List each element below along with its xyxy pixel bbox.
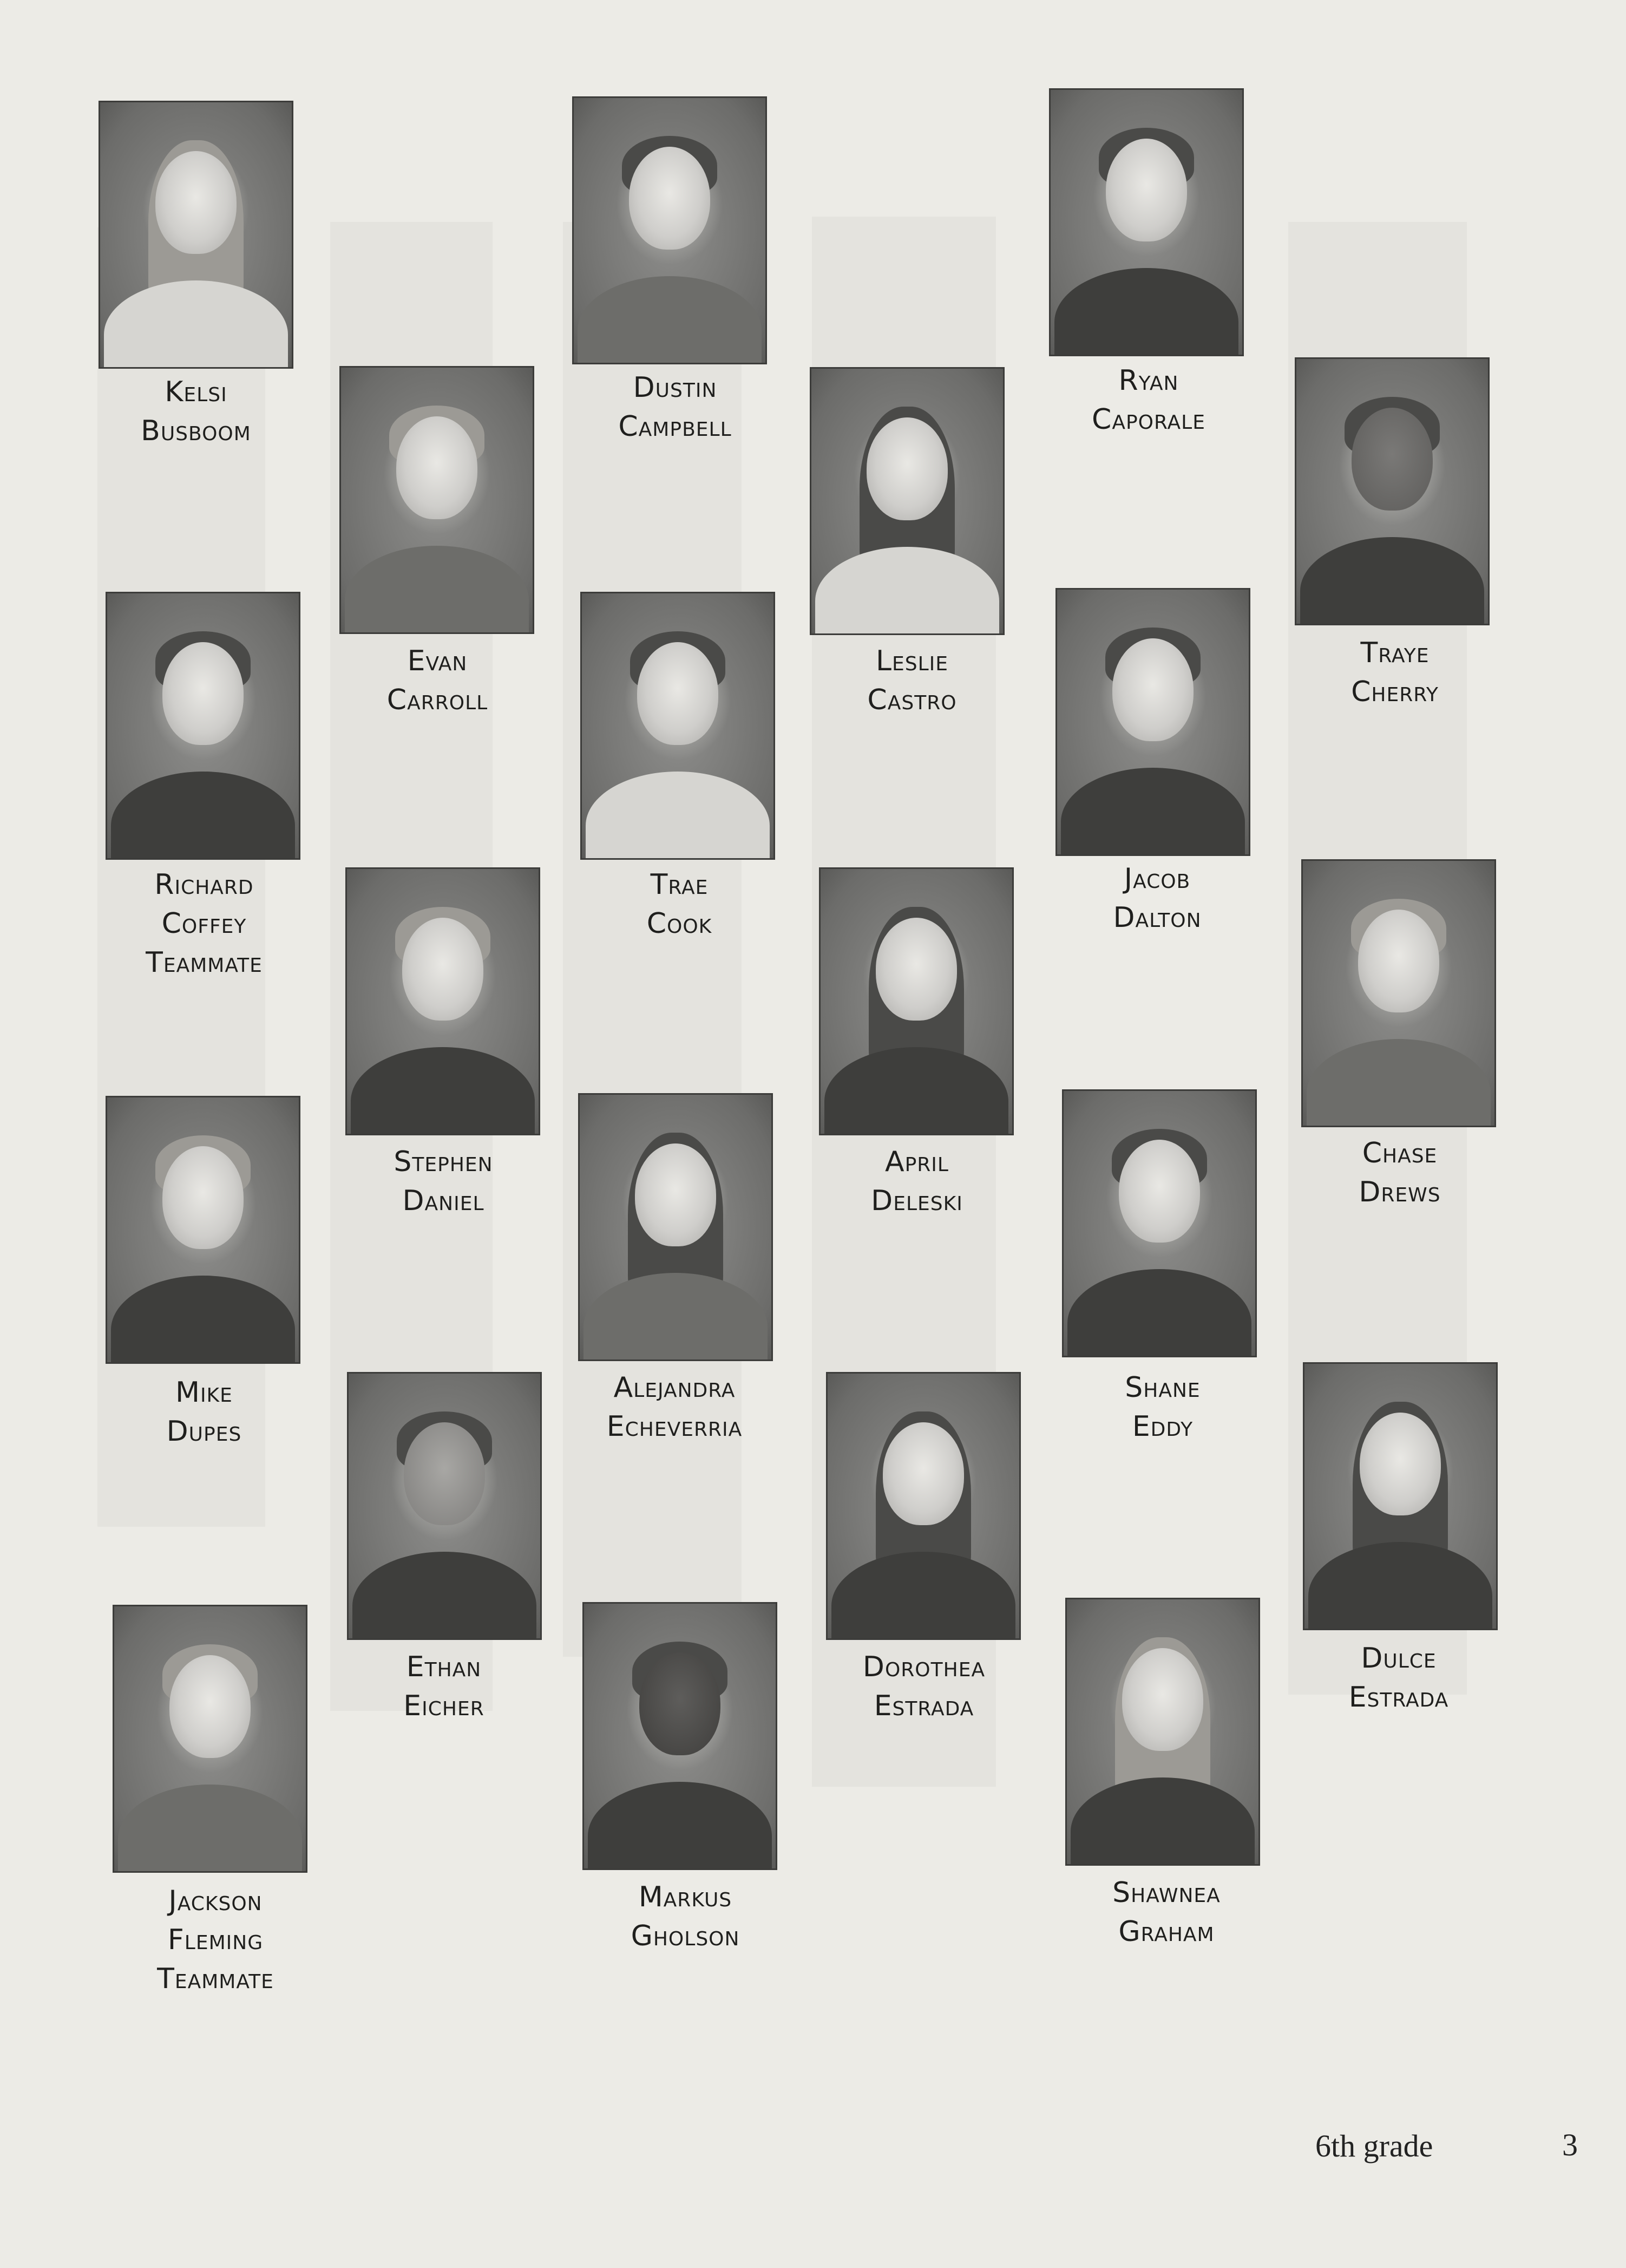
student-name: Shawnea Graham [1112,1877,1221,1948]
student-name: Dulce Estrada [1348,1642,1449,1714]
student-name: Trae Cook [646,868,712,940]
student-photo [1055,588,1250,856]
student-name: Shane Eddy [1125,1371,1201,1443]
student-name: Leslie Castro [867,645,957,716]
student-photo [113,1605,307,1873]
student-name: Dustin Campbell [618,371,732,443]
student-name: Dorothea Estrada [862,1651,986,1722]
student-name: Ryan Caporale [1092,364,1205,436]
student-photo [580,592,775,860]
student-photo [106,1096,300,1364]
student-name: Stephen Daniel [394,1146,493,1217]
student-photo [347,1372,542,1640]
student-name: Richard Coffey Teammate [146,868,263,979]
student-name: Evan Carroll [386,645,488,716]
student-name: Traye Cherry [1351,637,1439,708]
student-name: Alejandra Echeverria [606,1371,743,1443]
student-name: April Deleski [871,1146,963,1217]
student-photo [826,1372,1021,1640]
page-number: 3 [1562,2127,1578,2162]
student-name: Kelsi Busboom [141,376,251,447]
student-photo [1062,1089,1257,1357]
student-name: Markus Gholson [631,1881,740,1952]
student-photo [1301,859,1496,1127]
student-photo [345,867,540,1135]
student-photo [1303,1362,1498,1630]
student-photo [339,366,534,634]
student-name: Jacob Dalton [1113,862,1202,934]
student-photo [578,1093,773,1361]
student-photo [1049,88,1244,356]
student-name: Chase Drews [1359,1137,1441,1208]
student-name: Ethan Eicher [403,1651,484,1722]
student-name: Jackson Fleming Teammate [157,1885,274,1995]
student-photo [582,1602,777,1870]
section-label: 6th grade [1315,2128,1433,2164]
student-photo [819,867,1014,1135]
student-photo [572,96,767,364]
student-photo [99,101,293,369]
student-name: Mike Dupes [166,1376,242,1448]
student-photo [106,592,300,860]
student-photo [810,367,1005,635]
student-photo [1295,357,1490,625]
student-photo [1065,1598,1260,1866]
